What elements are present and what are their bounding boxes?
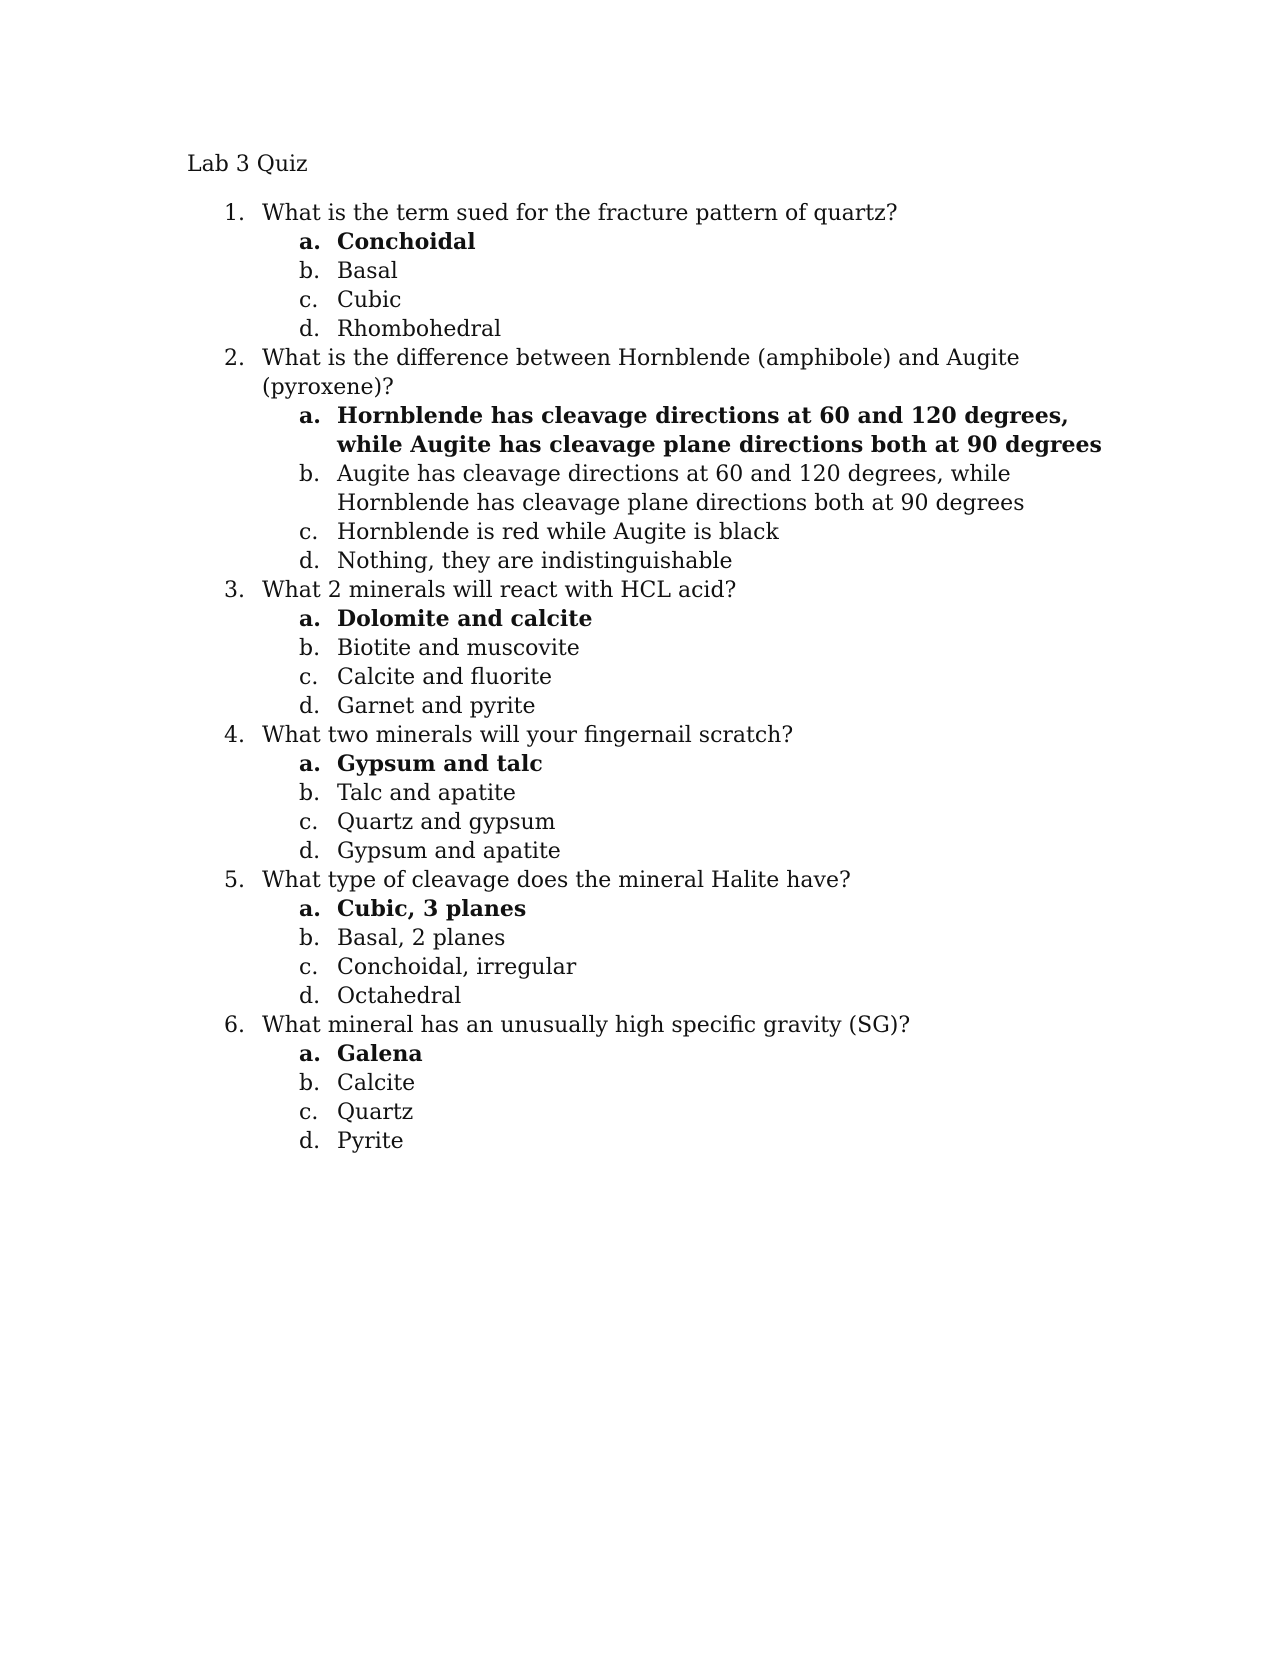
- question-5: [187, 866, 1107, 1011]
- option-correct: [299, 1040, 1107, 1069]
- option-list: [262, 228, 1107, 344]
- question-number: 2.: [224, 346, 245, 371]
- option-letter: d.: [299, 984, 321, 1009]
- option-text: Nothing, they are indistinguishable: [337, 549, 733, 574]
- option: [299, 692, 1107, 721]
- question-text: What 2 minerals will react with HCL acid?: [262, 578, 737, 603]
- option-letter: c.: [299, 520, 319, 545]
- option-letter: a.: [299, 229, 321, 255]
- option: [299, 779, 1107, 808]
- option-text: Pyrite: [337, 1129, 404, 1154]
- option-letter: d.: [299, 839, 321, 864]
- option-letter: a.: [299, 403, 321, 429]
- question-4: [187, 721, 1107, 866]
- option-correct: [299, 895, 1107, 924]
- option-letter: c.: [299, 665, 319, 690]
- question-number: 6.: [224, 1013, 245, 1038]
- option-list: [262, 750, 1107, 866]
- option-letter: d.: [299, 694, 321, 719]
- option-letter: b.: [299, 259, 321, 284]
- option-letter: d.: [299, 549, 321, 574]
- option-letter: a.: [299, 896, 321, 922]
- option-list: [262, 605, 1107, 721]
- option-text: Hornblende is red while Augite is black: [337, 520, 779, 545]
- option-text: Cubic: [337, 288, 402, 313]
- option: [299, 924, 1107, 953]
- option-letter: b.: [299, 1071, 321, 1096]
- option: [299, 547, 1107, 576]
- option-text: Quartz: [337, 1100, 414, 1125]
- option-text: Gypsum and talc: [337, 751, 543, 777]
- option-letter: a.: [299, 1041, 321, 1067]
- option-correct: [299, 402, 1107, 460]
- option: [299, 460, 1107, 518]
- option-list: [262, 1040, 1107, 1156]
- option-letter: c.: [299, 955, 319, 980]
- option-text: Rhombohedral: [337, 317, 502, 342]
- option-text: Augite has cleavage directions at 60 and 120 degrees, while Hornblende has cleavage plane directions both at 90 degrees: [337, 462, 1025, 516]
- question-text: What mineral has an unusually high specific gravity (SG)?: [262, 1013, 911, 1038]
- option-text: Conchoidal, irregular: [337, 955, 577, 980]
- option-text: Conchoidal: [337, 229, 476, 255]
- option: [299, 663, 1107, 692]
- option-letter: b.: [299, 926, 321, 951]
- question-list: [187, 199, 1107, 1156]
- question-6: [187, 1011, 1107, 1156]
- question-number: 4.: [224, 723, 245, 748]
- option-text: Calcite and fluorite: [337, 665, 553, 690]
- option: [299, 1127, 1107, 1156]
- question-3: [187, 576, 1107, 721]
- option: [299, 315, 1107, 344]
- option-list: [262, 895, 1107, 1011]
- option: [299, 286, 1107, 315]
- option: [299, 1069, 1107, 1098]
- option-text: Basal, 2 planes: [337, 926, 506, 951]
- option-letter: b.: [299, 462, 321, 487]
- option-correct: [299, 605, 1107, 634]
- option-text: Biotite and muscovite: [337, 636, 580, 661]
- option-list: [262, 402, 1107, 576]
- option-letter: d.: [299, 317, 321, 342]
- page-title: Lab 3 Quiz: [187, 152, 308, 177]
- option: [299, 953, 1107, 982]
- option: [299, 518, 1107, 547]
- question-number: 1.: [224, 201, 245, 226]
- option-text: Octahedral: [337, 984, 462, 1009]
- question-text: What two minerals will your fingernail scratch?: [262, 723, 794, 748]
- option-text: Dolomite and calcite: [337, 606, 593, 632]
- option-text: Garnet and pyrite: [337, 694, 536, 719]
- option-letter: a.: [299, 751, 321, 777]
- option-text: Galena: [337, 1041, 423, 1067]
- option-text: Hornblende has cleavage directions at 60 and 120 degrees, while Augite has cleavage plane directions both at 90 degrees: [337, 403, 1102, 458]
- question-number: 5.: [224, 868, 245, 893]
- question-text: What is the difference between Hornblende (amphibole) and Augite (pyroxene)?: [262, 346, 1020, 400]
- option: [299, 837, 1107, 866]
- option-text: Talc and apatite: [337, 781, 516, 806]
- option-text: Gypsum and apatite: [337, 839, 561, 864]
- question-number: 3.: [224, 578, 245, 603]
- option-letter: a.: [299, 606, 321, 632]
- option-correct: [299, 750, 1107, 779]
- option-letter: b.: [299, 781, 321, 806]
- option: [299, 808, 1107, 837]
- question-text: What is the term sued for the fracture pattern of quartz?: [262, 201, 898, 226]
- question-2: [187, 344, 1107, 576]
- option-letter: d.: [299, 1129, 321, 1154]
- option-letter: c.: [299, 288, 319, 313]
- option-text: Cubic, 3 planes: [337, 896, 527, 922]
- option: [299, 1098, 1107, 1127]
- option-text: Quartz and gypsum: [337, 810, 556, 835]
- option: [299, 634, 1107, 663]
- option-text: Calcite: [337, 1071, 416, 1096]
- option-letter: c.: [299, 810, 319, 835]
- option: [299, 257, 1107, 286]
- option-letter: b.: [299, 636, 321, 661]
- option-letter: c.: [299, 1100, 319, 1125]
- option-correct: [299, 228, 1107, 257]
- question-1: [187, 199, 1107, 344]
- option-text: Basal: [337, 259, 398, 284]
- option: [299, 982, 1107, 1011]
- question-text: What type of cleavage does the mineral Halite have?: [262, 868, 851, 893]
